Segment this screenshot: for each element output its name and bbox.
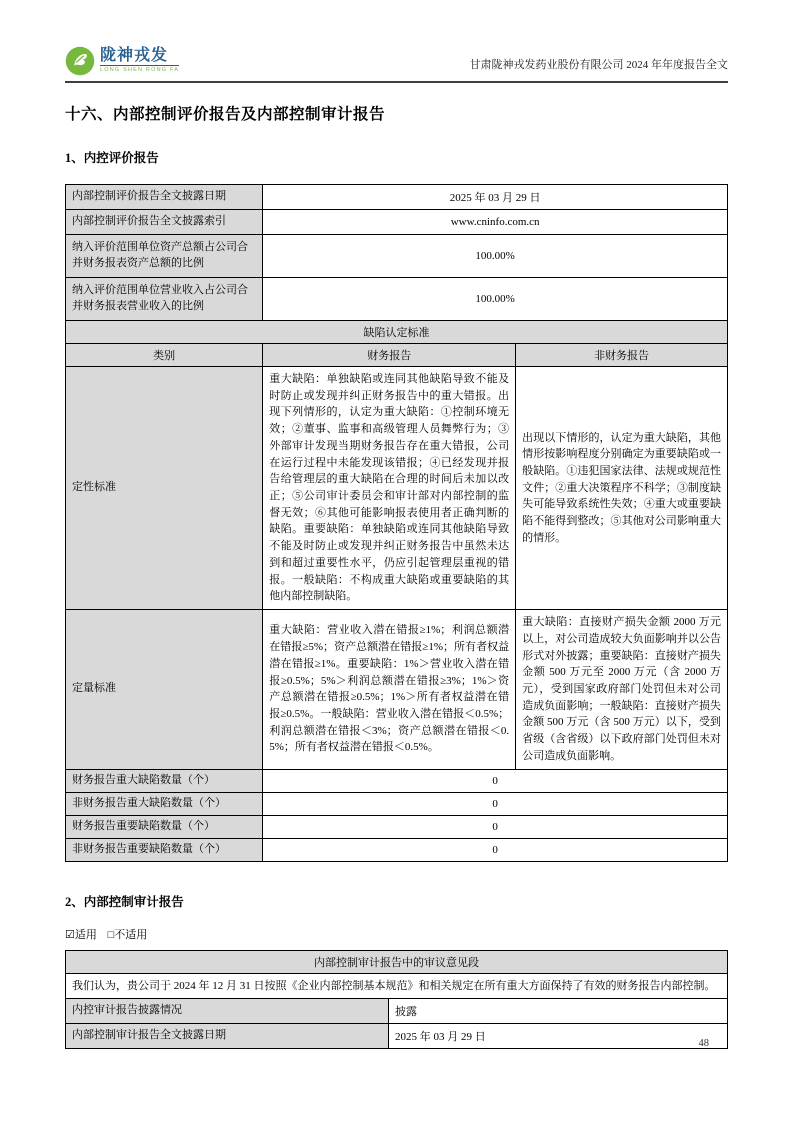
row-label: 内控审计报告披露情况	[66, 999, 389, 1024]
col-header-non-financial: 非财务报告	[516, 344, 728, 367]
applicable-checkbox-checked: ☑适用	[65, 928, 97, 941]
row-label: 定性标准	[66, 367, 263, 610]
internal-control-evaluation-table	[65, 184, 728, 862]
subsection-1-title: 1、内控评价报告	[65, 151, 159, 165]
applicability-line	[65, 926, 728, 942]
row-label: 财务报告重大缺陷数量（个）	[66, 769, 263, 792]
table-row	[66, 769, 728, 792]
audit-table-header: 内部控制审计报告中的审议意见段	[66, 950, 728, 973]
row-label: 纳入评价范围单位营业收入占公司合并财务报表营业收入的比例	[66, 278, 263, 321]
table-row	[66, 278, 728, 321]
row-label: 财务报告重要缺陷数量（个）	[66, 815, 263, 838]
table-row	[66, 792, 728, 815]
logo-text	[100, 48, 179, 74]
table-row	[66, 210, 728, 235]
row-label: 内部控制评价报告全文披露索引	[66, 210, 263, 235]
row-value: 2025 年 03 月 29 日	[263, 185, 728, 210]
row-value: 0	[263, 769, 728, 792]
row-value: 0	[263, 838, 728, 861]
audit-table-header-row	[66, 950, 728, 973]
row-value: 披露	[389, 999, 728, 1024]
row-value: 2025 年 03 月 29 日	[389, 1024, 728, 1049]
audit-opinion-text: 我们认为，贵公司于 2024 年 12 月 31 日按照《企业内部控制基本规范》和相关规定在所有重大方面保持了有效的财务报告内部控制。	[66, 973, 728, 999]
qualitative-criteria-row	[66, 367, 728, 610]
row-label: 非财务报告重要缺陷数量（个）	[66, 838, 263, 861]
qualitative-non-financial-text: 出现以下情形的，认定为重大缺陷，其他情形按影响程度分别确定为重要缺陷或一般缺陷。①违犯国家法律、法规或规范性文件；②重大决策程序不科学；③制度缺失可能导致系统性失效；④重大或重要缺陷不能得到整改；⑤其他对公司影响重大的情形。	[516, 367, 728, 610]
subsection-2-title: 2、内部控制审计报告	[65, 894, 184, 909]
defect-band-title: 缺陷认定标准	[66, 321, 728, 344]
not-applicable-checkbox-unchecked: □不适用	[107, 928, 148, 941]
quantitative-criteria-row	[66, 610, 728, 769]
table-row	[66, 1024, 728, 1049]
row-value: 0	[263, 792, 728, 815]
quantitative-non-financial-text: 重大缺陷：直接财产损失金额 2000 万元以上，对公司造成较大负面影响并以公告形式对外披露；重要缺陷：直接财产损失金额 500 万元至 2000 万元（含 2000 万元），受到国家政府部门处罚但未对公司造成负面影响；一般缺陷：直接财产损失金额 500 万元（含 500 万元）以下，受到省级（含省级）以下政府部门处罚但未对公司造成负面影响。	[516, 610, 728, 769]
row-value: 100.00%	[263, 235, 728, 278]
row-label: 定量标准	[66, 610, 263, 769]
section-title: 十六、内部控制评价报告及内部控制审计报告	[65, 106, 386, 123]
audit-opinion-row	[66, 973, 728, 999]
column-header-row	[66, 344, 728, 367]
table-row	[66, 838, 728, 861]
report-header-title: 甘肃陇神戎发药业股份有限公司 2024 年年度报告全文	[469, 59, 728, 71]
row-label: 内部控制评价报告全文披露日期	[66, 185, 263, 210]
disclosure-index-value: www.cninfo.com.cn	[263, 210, 728, 235]
qualitative-financial-text: 重大缺陷：单独缺陷或连同其他缺陷导致不能及时防止或发现并纠正财务报告中的重大错报。出现下列情形的，认定为重大缺陷：①控制环境无效；②董事、监事和高级管理人员舞弊行为；③外部审计发现当期财务报告存在重大错报，公司在运行过程中未能发现该错报；④已经发现并报告给管理层的重大缺陷在合理的时间后未加以改正；⑤公司审计委员会和审计部对内部控制的监督无效；⑥其他可能影响报表使用者正确判断的缺陷。重要缺陷：单独缺陷或连同其他缺陷导致不能及时防止或发现并纠正财务报告中虽然未达到和超过重要性水平，仍应引起管理层重视的错报。一般缺陷：不构成重大缺陷或重要缺陷的其他内部控制缺陷。	[263, 367, 516, 610]
logo-icon	[65, 46, 95, 76]
col-header-category: 类别	[66, 344, 263, 367]
table-row	[66, 235, 728, 278]
company-logo	[65, 46, 179, 76]
defect-band-row	[66, 321, 728, 344]
logo-brand-cn: 陇神戎发	[100, 48, 179, 66]
row-label: 内部控制审计报告全文披露日期	[66, 1024, 389, 1049]
row-value: 100.00%	[263, 278, 728, 321]
row-value: 0	[263, 815, 728, 838]
table-row	[66, 185, 728, 210]
table-row	[66, 815, 728, 838]
col-header-financial: 财务报告	[263, 344, 516, 367]
page-header	[65, 46, 728, 83]
quantitative-financial-text: 重大缺陷：营业收入潜在错报≥1%；利润总额潜在错报≥5%；资产总额潜在错报≥1%；所有者权益潜在错报≥1%。重要缺陷：1%＞营业收入潜在错报≥0.5%；5%＞利润总额潜在错报≥3%；1%＞资产总额潜在错报≥0.5%；1%＞所有者权益潜在错报≥0.5%。一般缺陷：营业收入潜在错报＜0.5%；利润总额潜在错报＜3%；资产总额潜在错报＜0.5%；所有者权益潜在错报＜0.5%。	[263, 610, 516, 769]
row-label: 纳入评价范围单位资产总额占公司合并财务报表资产总额的比例	[66, 235, 263, 278]
logo-brand-en: LONG SHEN RONG FA	[100, 67, 180, 74]
internal-control-audit-table	[65, 950, 728, 1050]
page-number: 48	[698, 1038, 709, 1049]
row-label: 非财务报告重大缺陷数量（个）	[66, 792, 263, 815]
table-row	[66, 999, 728, 1024]
